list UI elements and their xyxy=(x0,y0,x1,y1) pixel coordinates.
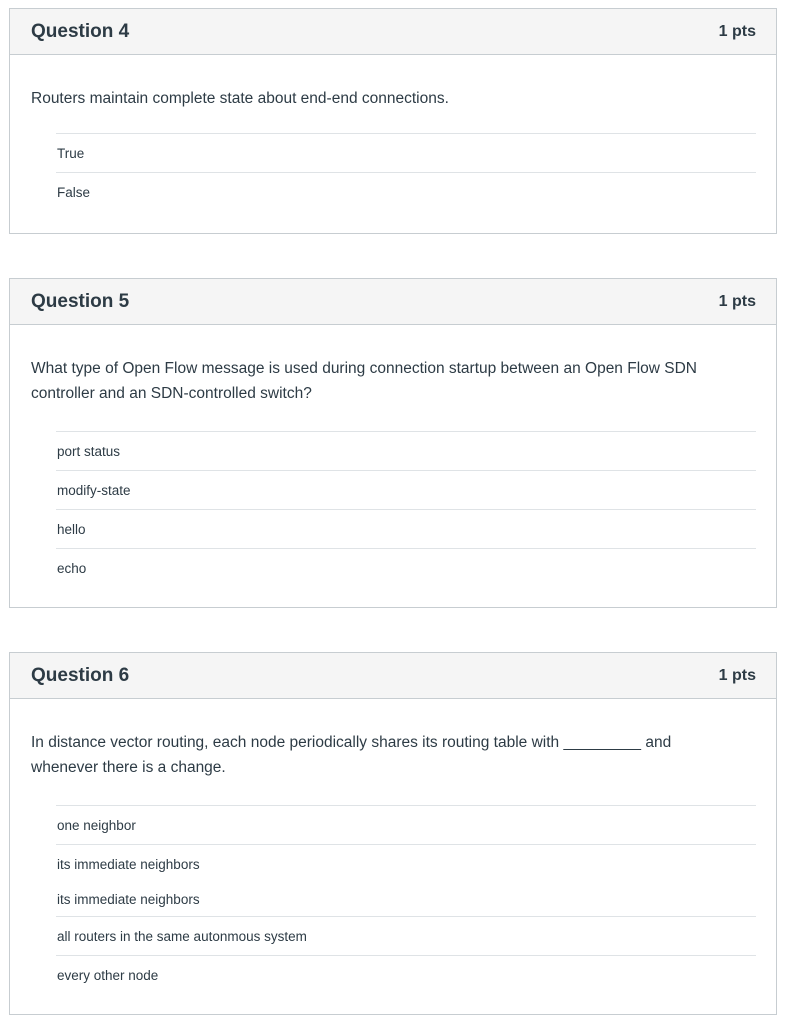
question-card xyxy=(9,8,777,234)
answer-option[interactable] xyxy=(56,548,756,587)
answer-label: every other node xyxy=(57,967,159,983)
question-body xyxy=(10,699,776,994)
question-title: Question 6 xyxy=(31,664,130,686)
question-header xyxy=(10,279,776,325)
question-text: Routers maintain complete state about end-end connections. xyxy=(31,90,449,107)
answer-label: port status xyxy=(57,443,121,459)
answer-list xyxy=(56,805,756,994)
answer-label: all routers in the same autonmous system xyxy=(57,928,307,944)
question-points: 1 pts xyxy=(718,22,756,40)
answer-label: False xyxy=(57,184,91,200)
question-header xyxy=(10,653,776,699)
answer-label: one neighbor xyxy=(57,817,136,833)
answer-option[interactable] xyxy=(56,133,756,172)
question-points: 1 pts xyxy=(718,292,756,310)
answer-option[interactable] xyxy=(56,509,756,548)
question-card xyxy=(9,652,777,1015)
question-points: 1 pts xyxy=(718,666,756,684)
answer-label: echo xyxy=(57,560,87,576)
question-title: Question 5 xyxy=(31,290,130,312)
answer-label: modify-state xyxy=(57,482,131,498)
answer-option[interactable] xyxy=(56,470,756,509)
question-body xyxy=(10,325,776,587)
question-card xyxy=(9,278,777,608)
question-text: What type of Open Flow message is used during connection startup between an Open Flow SDN controller and an SDN-controlled switch? xyxy=(31,360,697,402)
question-body xyxy=(10,55,776,211)
answer-option[interactable] xyxy=(56,431,756,470)
answer-list xyxy=(56,431,756,587)
answer-list xyxy=(56,133,756,211)
answer-option[interactable] xyxy=(56,805,756,844)
answer-option[interactable] xyxy=(56,955,756,994)
answer-option[interactable] xyxy=(56,883,756,916)
answer-label: hello xyxy=(57,521,86,537)
answer-label: True xyxy=(57,145,85,161)
answer-option[interactable] xyxy=(56,916,756,955)
question-text: In distance vector routing, each node periodically shares its routing table with _________ and whenever there is a change. xyxy=(31,734,672,776)
answer-label: its immediate neighbors xyxy=(57,856,200,872)
answer-option[interactable] xyxy=(56,172,756,211)
answer-option[interactable] xyxy=(56,844,756,883)
answer-label: its immediate neighbors xyxy=(57,892,200,907)
question-title: Question 4 xyxy=(31,20,130,42)
question-header xyxy=(10,9,776,55)
